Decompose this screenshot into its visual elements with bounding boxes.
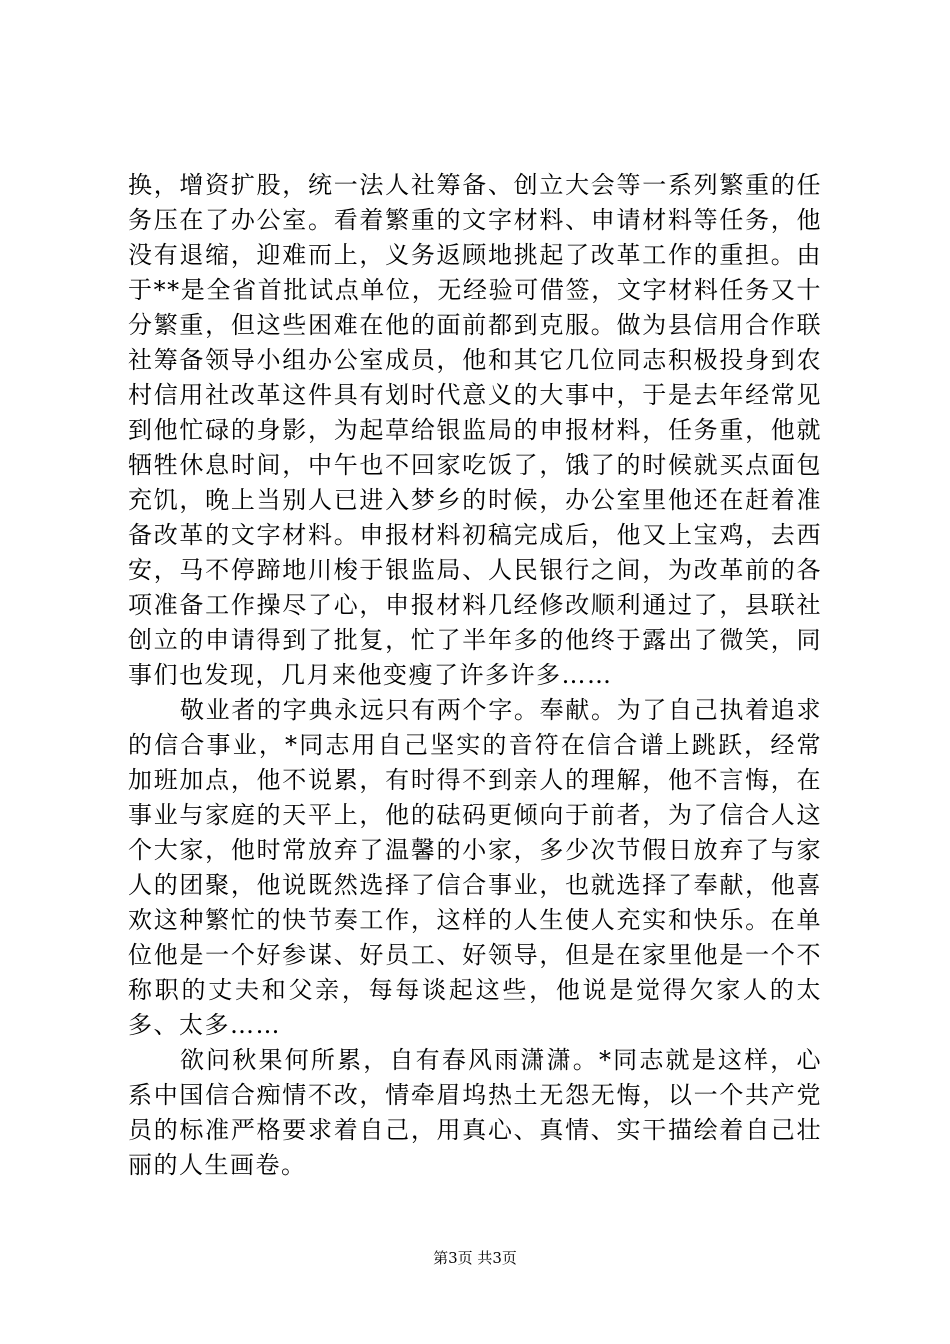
page-number-footer: 第3页 共3页 <box>433 1249 517 1267</box>
paragraph-continuation: 换，增资扩股，统一法人社筹备、创立大会等一系列繁重的任务压在了办公室。看着繁重的文字材料、申请材料等任务，他没有退缩，迎难而上，义务返顾地挑起了改革工作的重担。由于**是全省首批试点单位，无经验可借签，文字材料任务又十分繁重，但这些困难在他的面前都到克服。做为县信用合作联社筹备领导小组办公室成员，他和其它几位同志积极投身到农村信用社改革这件具有划时代意义的大事中，于是去年经常见到他忙碌的身影，为起草给银监局的申报材料，任务重，他就牺牲休息时间，中午也不回家吃饭了，饿了的时候就买点面包充饥，晚上当别人已进入梦乡的时候，办公室里他还在赶着准备改革的文字材料。申报材料初稿完成后，他又上宝鸡，去西安，马不停蹄地川梭于银监局、人民银行之间，为改革前的各项准备工作操尽了心，申报材料几经修改顺利通过了，县联社创立的申请得到了批复，忙了半年多的他终于露出了微笑，同事们也发现，几月来他变瘦了许多许多…… <box>128 171 822 689</box>
document-body <box>128 168 822 1183</box>
paragraph-conclusion: 欲问秋果何所累，自有春风雨潇潇。*同志就是这样，心系中国信合痴情不改，情牵眉坞热土无怨无悔，以一个共产党员的标准严格要求着自己，用真心、真情、实干描绘着自己壮丽的人生画卷。 <box>128 1046 822 1179</box>
paragraph-dedication: 敬业者的字典永远只有两个字。奉献。为了自己执着追求的信合事业，*同志用自己坚实的音符在信合谱上跳跃，经常加班加点，他不说累，有时得不到亲人的理解，他不言悔，在事业与家庭的天平上，他的砝码更倾向于前者，为了信合人这个大家，他时常放弃了温馨的小家，多少次节假日放弃了与家人的团聚，他说既然选择了信合事业，也就选择了奉献，他喜欢这种繁忙的快节奏工作，这样的人生使人充实和快乐。在单位他是一个好参谋、好员工、好领导，但是在家里他是一个不称职的丈夫和父亲，每每谈起这些，他说是觉得欠家人的太多、太多…… <box>128 696 822 1039</box>
